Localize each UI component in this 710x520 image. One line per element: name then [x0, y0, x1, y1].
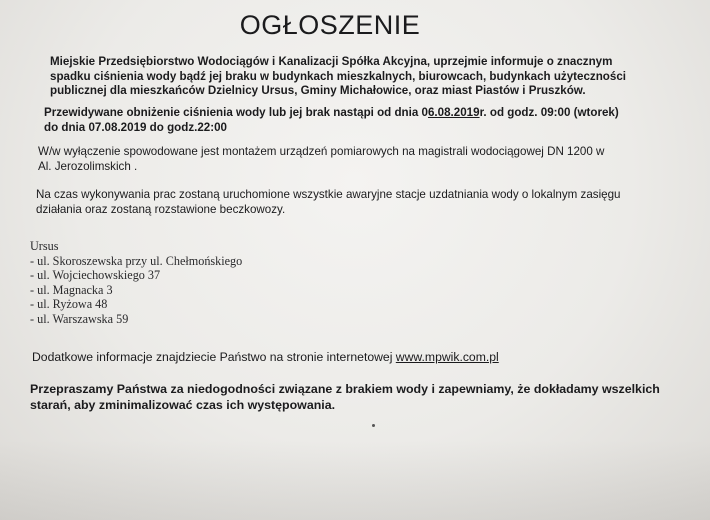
location-item: - ul. Skoroszewska przy ul. Chełmońskiego: [30, 253, 243, 268]
locations-heading: Ursus: [30, 239, 59, 253]
schedule-start-date: 6.08.2019: [427, 106, 480, 119]
locations-list: [30, 239, 242, 327]
apology-line-1: Przepraszamy Państwa za niedogodności związane z brakiem wody i zapewniamy, że dokładamy wszelkich: [30, 382, 660, 396]
apology-line-2: starań, aby zminimalizować czas ich występowania.: [30, 397, 336, 412]
notice-title: OGŁOSZENIE: [239, 10, 421, 40]
stations-line-1: Na czas wykonywania prac zostaną uruchomione wszystkie awaryjne stacje uzdatniania wody o lokalnym zasięgu: [36, 188, 621, 201]
location-item: - ul. Ryżowa 48: [30, 297, 108, 312]
intro-paragraph: [50, 55, 626, 99]
location-item: - ul. Magnacka 3: [30, 282, 113, 297]
schedule-line-1: [44, 106, 619, 121]
reason-paragraph: [38, 145, 604, 174]
intro-line-2: spadku ciśnienia wody bądź jej braku w budynkach mieszkalnych, biurowcach, budynkach użyteczności: [50, 69, 626, 83]
location-item: - ul. Warszawska 59: [30, 311, 129, 326]
location-item: - ul. Wojciechowskiego 37: [30, 268, 161, 283]
reason-line-1: W/w wyłączenie spowodowane jest montażem urządzeń pomiarowych na magistrali wodociągowej DN 1200 w: [38, 145, 605, 158]
paper-speck: [372, 424, 375, 427]
stations-line-2: działania oraz zostaną rozstawione beczkowozy.: [36, 202, 286, 216]
schedule-line-1-start: Przewidywane obniżenie ciśnienia wody lub jej brak nastąpi od dnia 0: [44, 106, 428, 119]
stations-paragraph: [36, 188, 620, 217]
schedule-line-1-end: r. od godz. 09:00 (wtorek): [479, 106, 619, 119]
reason-line-2: Al. Jerozolimskich .: [38, 159, 138, 173]
apology-paragraph: [30, 382, 660, 413]
info-text: Dodatkowe informacje znajdziecie Państwo na stronie internetowej: [32, 350, 396, 364]
intro-line-3: publicznej dla mieszkańców Dzielnicy Ursus, Gminy Michałowice, oraz miast Piastów i Pruszków.: [50, 84, 586, 97]
schedule-paragraph: [44, 106, 619, 135]
paper-shadow: [0, 440, 710, 520]
schedule-line-2: do dnia 07.08.2019 do godz.22:00: [44, 120, 227, 134]
intro-line-1: Miejskie Przedsiębiorstwo Wodociągów i Kanalizacji Spółka Akcyjna, uprzejmie informuje o znacznym: [50, 55, 613, 68]
website-link[interactable]: www.mpwik.com.pl: [395, 350, 499, 364]
info-paragraph: [32, 350, 499, 365]
